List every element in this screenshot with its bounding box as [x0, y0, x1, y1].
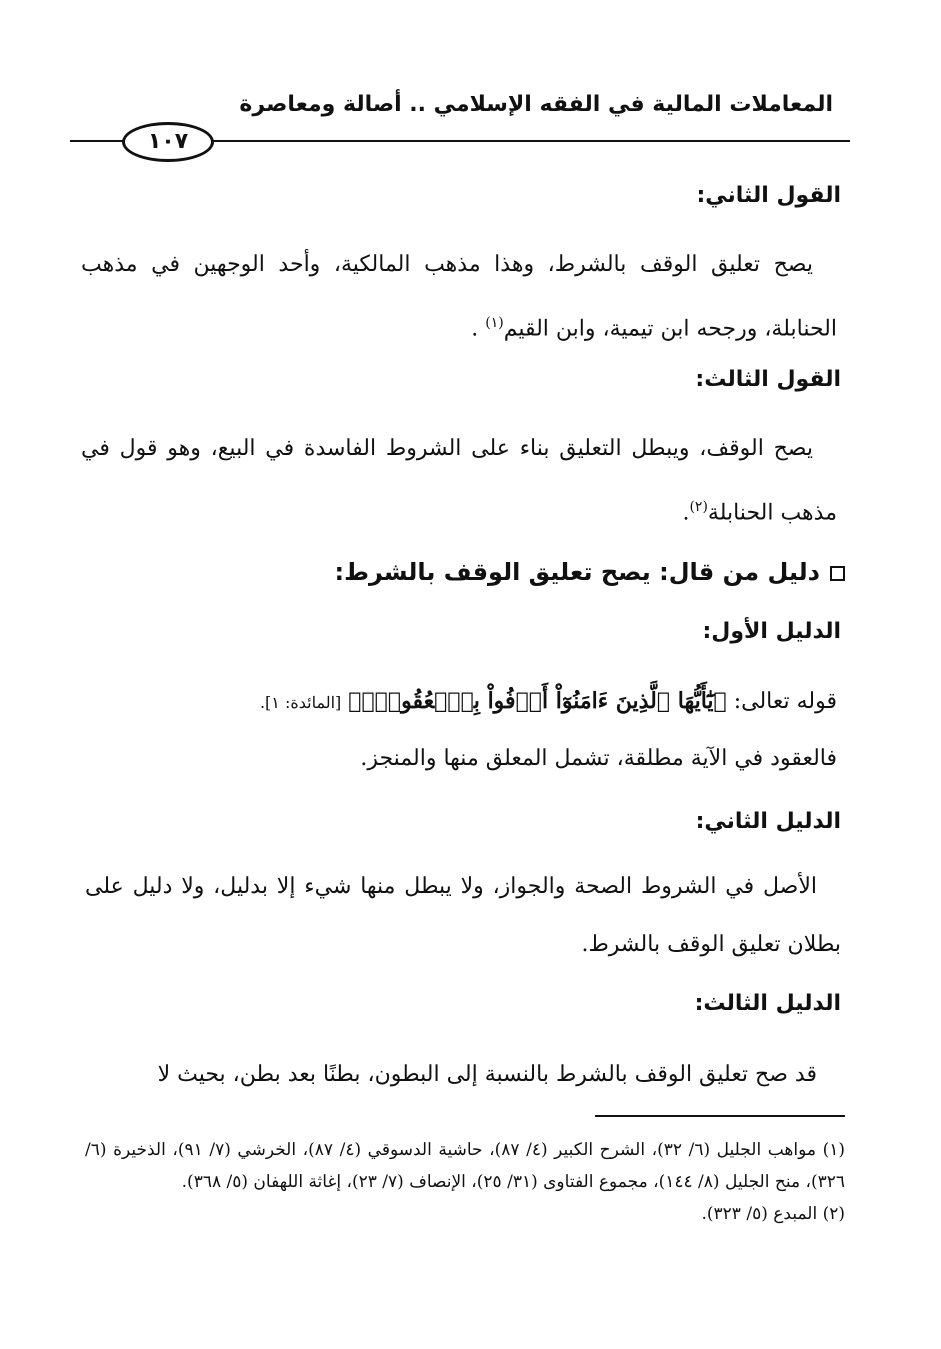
paragraph-second-opinion-block	[81, 236, 837, 358]
paragraph-evidence-2: الأصل في الشروط الصحة والجواز، ولا يبطل منها شيء إلا بدليل، ولا دليل على بطلان تعليق الوقف بالشرط.	[85, 874, 841, 957]
quran-line	[97, 672, 837, 732]
running-title: المعاملات المالية في الفقه الإسلامي .. أصالة ومعاصرة	[239, 92, 833, 117]
paragraph-evidence-3: قد صح تعليق الوقف بالشرط بالنسبة إلى البطون، بطنًا بعد بطن، بحيث لا	[157, 1062, 817, 1087]
heading-evidence-3-block	[101, 984, 841, 1024]
footnote-separator	[595, 1115, 845, 1117]
heading-evidence-1: الدليل الأول:	[702, 619, 841, 644]
footnote-1: (١) مواهب الجليل (٦/ ٣٢)، الشرح الكبير (٤/ ٨٧)، حاشية الدسوقي (٤/ ٨٧)، الخرشي (٧/ ٩١)، الذخيرة (٦/ ٣٢٦)، منح الجليل (٨/ ١٤٤)، مجموع الفتاوى (٣١/ ٢٥)، الإنصاف (٧/ ٢٣)، إغاثة اللهفان (٥/ ٣٦٨).	[85, 1140, 845, 1192]
footnote-ref-2: (٢)	[689, 499, 708, 515]
heading-second-opinion-block	[101, 176, 841, 216]
section-heading	[105, 552, 845, 592]
footnotes	[85, 1134, 845, 1230]
paragraph-evidence-2-block	[85, 858, 841, 974]
quran-verse: ﴿يَٰٓأَيُّهَا ٱلَّذِينَ ءَامَنُوٓاْ أَوۡفُواْ بِٱلۡعُقُودِۚ﴾	[348, 688, 727, 714]
heading-evidence-2: الدليل الثاني:	[695, 809, 841, 834]
heading-third-opinion: القول الثالث:	[695, 367, 841, 392]
section-heading-text: دليل من قال: يصح تعليق الوقف بالشرط:	[334, 558, 820, 586]
heading-third-opinion-block	[101, 360, 841, 400]
paragraph-evidence-3-block	[85, 1046, 841, 1104]
heading-evidence-3: الدليل الثالث:	[694, 991, 841, 1016]
quran-intro: قوله تعالى:	[733, 689, 837, 714]
checkbox-bullet-icon	[830, 566, 845, 581]
section-heading-block	[105, 552, 845, 592]
paragraph-third-opinion-period: .	[682, 500, 690, 526]
footnote-2: (٢) المبدع (٥/ ٣٢٣).	[701, 1204, 845, 1224]
quran-line-block	[97, 672, 837, 732]
paragraph-third-opinion-block	[81, 420, 837, 542]
paragraph-second-opinion-period: .	[471, 316, 479, 342]
paragraph-third-opinion-text: يصح الوقف، ويبطل التعليق بناء على الشروط الفاسدة في البيع، وهو قول في مذهب الحنابلة	[81, 436, 837, 526]
paragraph-evidence-1: فالعقود في الآية مطلقة، تشمل المعلق منها والمنجز.	[360, 746, 837, 771]
paragraph-second-opinion-text: يصح تعليق الوقف بالشرط، وهذا مذهب المالكية، وأحد الوجهين في مذهب الحنابلة، ورجحه ابن تيمية، وابن القيم	[81, 252, 837, 342]
paragraph-second-opinion	[81, 236, 837, 358]
heading-evidence-1-block	[101, 612, 841, 652]
heading-second-opinion: القول الثاني:	[696, 183, 841, 208]
paragraph-evidence-1-block	[97, 730, 837, 788]
footnote-ref-1: (١)	[485, 315, 504, 331]
paragraph-third-opinion	[81, 420, 837, 542]
page-number	[122, 122, 214, 162]
quran-citation: [المائدة: ١].	[259, 693, 342, 712]
page-number-label: ١٠٧	[147, 129, 189, 154]
heading-evidence-2-block	[101, 802, 841, 842]
